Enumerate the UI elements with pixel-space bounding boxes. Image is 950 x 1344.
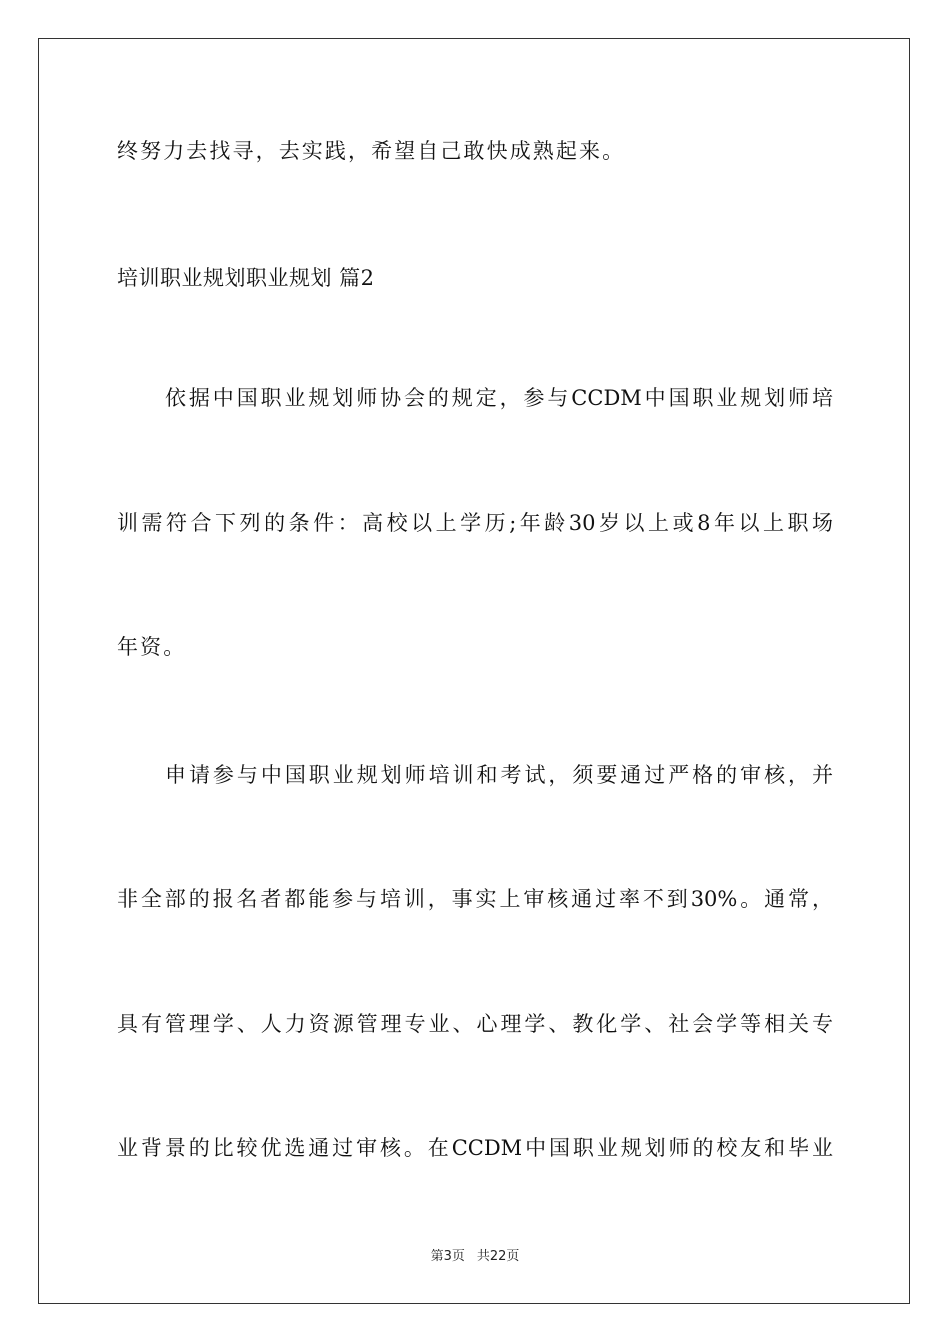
body-text-line-8: 业背景的比较优选通过审核。在CCDM中国职业规划师的校友和毕业: [117, 1136, 833, 1160]
body-text-line-3: 训需符合下列的条件：高校以上学历;年龄30岁以上或8年以上职场: [117, 511, 833, 535]
body-text-line-6: 非全部的报名者都能参与培训，事实上审核通过率不到30%。通常，: [117, 887, 833, 911]
body-text-line-2: 依据中国职业规划师协会的规定，参与CCDM中国职业规划师培: [165, 386, 833, 410]
page-number: 第3页: [430, 1249, 465, 1264]
page-total: 共22页: [476, 1249, 520, 1264]
body-text-line-1: 终努力去找寻，去实践，希望自己敢快成熟起来。: [117, 139, 626, 163]
section-heading: 培训职业规划职业规划 篇2: [117, 266, 375, 290]
body-text-line-7: 具有管理学、人力资源管理专业、心理学、教化学、社会学等相关专: [117, 1012, 833, 1036]
page-footer: [0, 1248, 950, 1266]
page-border: [38, 38, 910, 1304]
body-text-line-4: 年资。: [117, 635, 187, 659]
body-text-line-5: 申请参与中国职业规划师培训和考试，须要通过严格的审核，并: [165, 763, 833, 787]
